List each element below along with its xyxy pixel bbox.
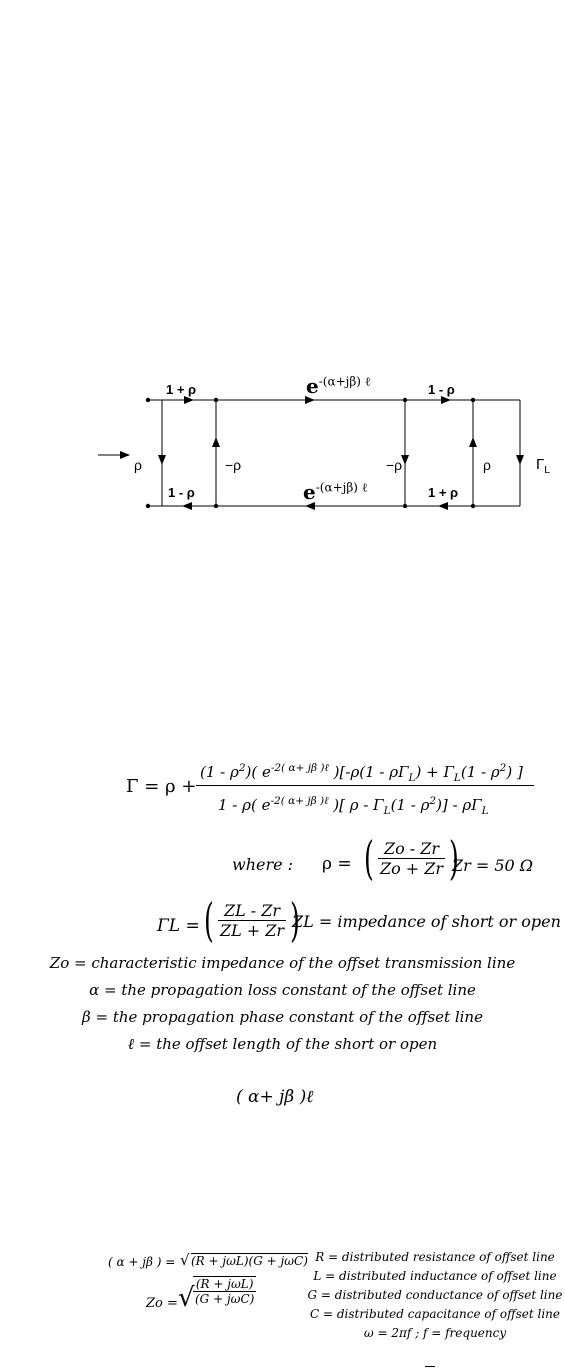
legend-block bbox=[300, 1248, 565, 1343]
bottom-mid-base: e bbox=[303, 480, 316, 504]
propagation-term: ( α+ jβ )ℓ bbox=[236, 1087, 314, 1107]
rho-eq-label: ρ = bbox=[322, 854, 352, 874]
right-paren: ) bbox=[449, 831, 459, 885]
bottom-right-label: 1 + ρ bbox=[428, 485, 459, 500]
num-p6: ) + Γ bbox=[415, 763, 454, 781]
gl-fraction bbox=[200, 893, 304, 947]
definitions-block bbox=[0, 950, 565, 1058]
rho-fraction bbox=[360, 831, 463, 885]
bottom-mid-exponent: -(α+jβ) ℓ bbox=[315, 480, 368, 495]
zo-num: (R + jωL) bbox=[195, 1277, 254, 1291]
num-p0: (1 - ρ bbox=[200, 763, 239, 781]
den-p6: )] - ρΓ bbox=[436, 796, 482, 814]
num-p5: L bbox=[408, 772, 416, 784]
rho-den: Zo + Zr bbox=[379, 858, 444, 878]
legend-g: G = distributed conductance of offset line bbox=[307, 1288, 563, 1302]
bottom-mark bbox=[425, 1366, 435, 1367]
zl-def: ZL = impedance of short or open bbox=[292, 912, 561, 931]
bottom-mid-label bbox=[303, 480, 368, 504]
top-right-label: 1 - ρ bbox=[428, 382, 455, 397]
left-paren: ( bbox=[364, 831, 374, 885]
rho-frac bbox=[378, 839, 445, 878]
legend-r: R = distributed resistance of offset line bbox=[315, 1250, 555, 1264]
den-p1: -2( α+ jβ )ℓ bbox=[270, 795, 329, 807]
definition-alpha: α = the propagation loss constant of the offset line bbox=[89, 981, 476, 999]
left-paren: ( bbox=[204, 893, 214, 947]
den-p4: (1 - ρ bbox=[390, 796, 430, 814]
right-paren: ) bbox=[290, 893, 300, 947]
num-p10: ) ] bbox=[506, 763, 523, 781]
zo-fraction bbox=[193, 1276, 256, 1306]
gl-eq-label: ΓL = bbox=[157, 916, 200, 936]
top-mid-label bbox=[306, 374, 371, 398]
num-p1: 2 bbox=[238, 762, 246, 774]
top-mid-exponent: -(α+jβ) ℓ bbox=[318, 374, 371, 389]
den-p3: L bbox=[383, 805, 391, 817]
where-label: where : bbox=[232, 855, 294, 874]
den-p2: )[ ρ - Γ bbox=[328, 796, 384, 814]
bottom-left-label: 1 - ρ bbox=[168, 485, 195, 500]
minus-rho-label-2: −ρ bbox=[386, 457, 403, 473]
definition-zo: Zo = characteristic impedance of the offset transmission line bbox=[49, 954, 516, 972]
num-p4: )[-ρ(1 - ρΓ bbox=[328, 763, 409, 781]
rho-label-1: ρ bbox=[134, 457, 142, 473]
den-p7: L bbox=[481, 805, 489, 817]
gamma-numerator bbox=[200, 762, 523, 784]
gamma-l-label bbox=[536, 456, 550, 476]
sqrt-sign-2: √ bbox=[178, 1283, 195, 1313]
sqrt-sign-1: √ bbox=[180, 1251, 190, 1269]
definition-beta: β = the propagation phase constant of the offset line bbox=[82, 1008, 483, 1026]
gamma-denominator bbox=[218, 795, 489, 817]
num-p8: (1 - ρ bbox=[460, 763, 500, 781]
legend-c: C = distributed capacitance of offset line bbox=[310, 1307, 560, 1321]
gl-frac bbox=[218, 901, 286, 940]
zo-den: (G + jωC) bbox=[195, 1292, 255, 1306]
legend-omega: ω = 2πf ; f = frequency bbox=[363, 1326, 507, 1340]
gamma-fraction-bar bbox=[196, 785, 534, 786]
den-p5: 2 bbox=[429, 795, 437, 807]
top-mid-base: e bbox=[306, 374, 319, 398]
gl-den: ZL + Zr bbox=[219, 920, 285, 940]
num-p3: -2( α+ jβ )ℓ bbox=[270, 762, 329, 774]
legend-l: L = distributed inductance of offset line bbox=[313, 1269, 557, 1283]
rho-num: Zo - Zr bbox=[383, 838, 440, 858]
den-p0: 1 - ρ( e bbox=[218, 796, 271, 814]
top-left-label: 1 + ρ bbox=[166, 382, 197, 397]
zo-lhs: Zo = bbox=[146, 1296, 178, 1311]
zr-def: Zr = 50 Ω bbox=[452, 856, 534, 875]
definition-length: ℓ = the offset length of the short or open bbox=[127, 1035, 438, 1053]
gamma-equation-lhs: Γ = ρ + bbox=[126, 776, 197, 797]
alpha-beta-sqrt: (R + jωL)(G + jωC) bbox=[191, 1254, 308, 1268]
alpha-beta-lhs: ( α + jβ ) = bbox=[108, 1255, 176, 1269]
gamma-l-symbol: Γ bbox=[536, 456, 545, 473]
num-p7: L bbox=[453, 772, 461, 784]
num-p9: 2 bbox=[499, 762, 507, 774]
rho-label-2: ρ bbox=[483, 457, 491, 473]
signal-flow-diagram bbox=[0, 0, 565, 560]
minus-rho-label-1: −ρ bbox=[225, 457, 242, 473]
gl-num: ZL - Zr bbox=[223, 900, 281, 920]
zo-frac bbox=[193, 1277, 256, 1306]
gamma-l-subscript: L bbox=[544, 464, 551, 476]
num-p2: )( e bbox=[245, 763, 271, 781]
